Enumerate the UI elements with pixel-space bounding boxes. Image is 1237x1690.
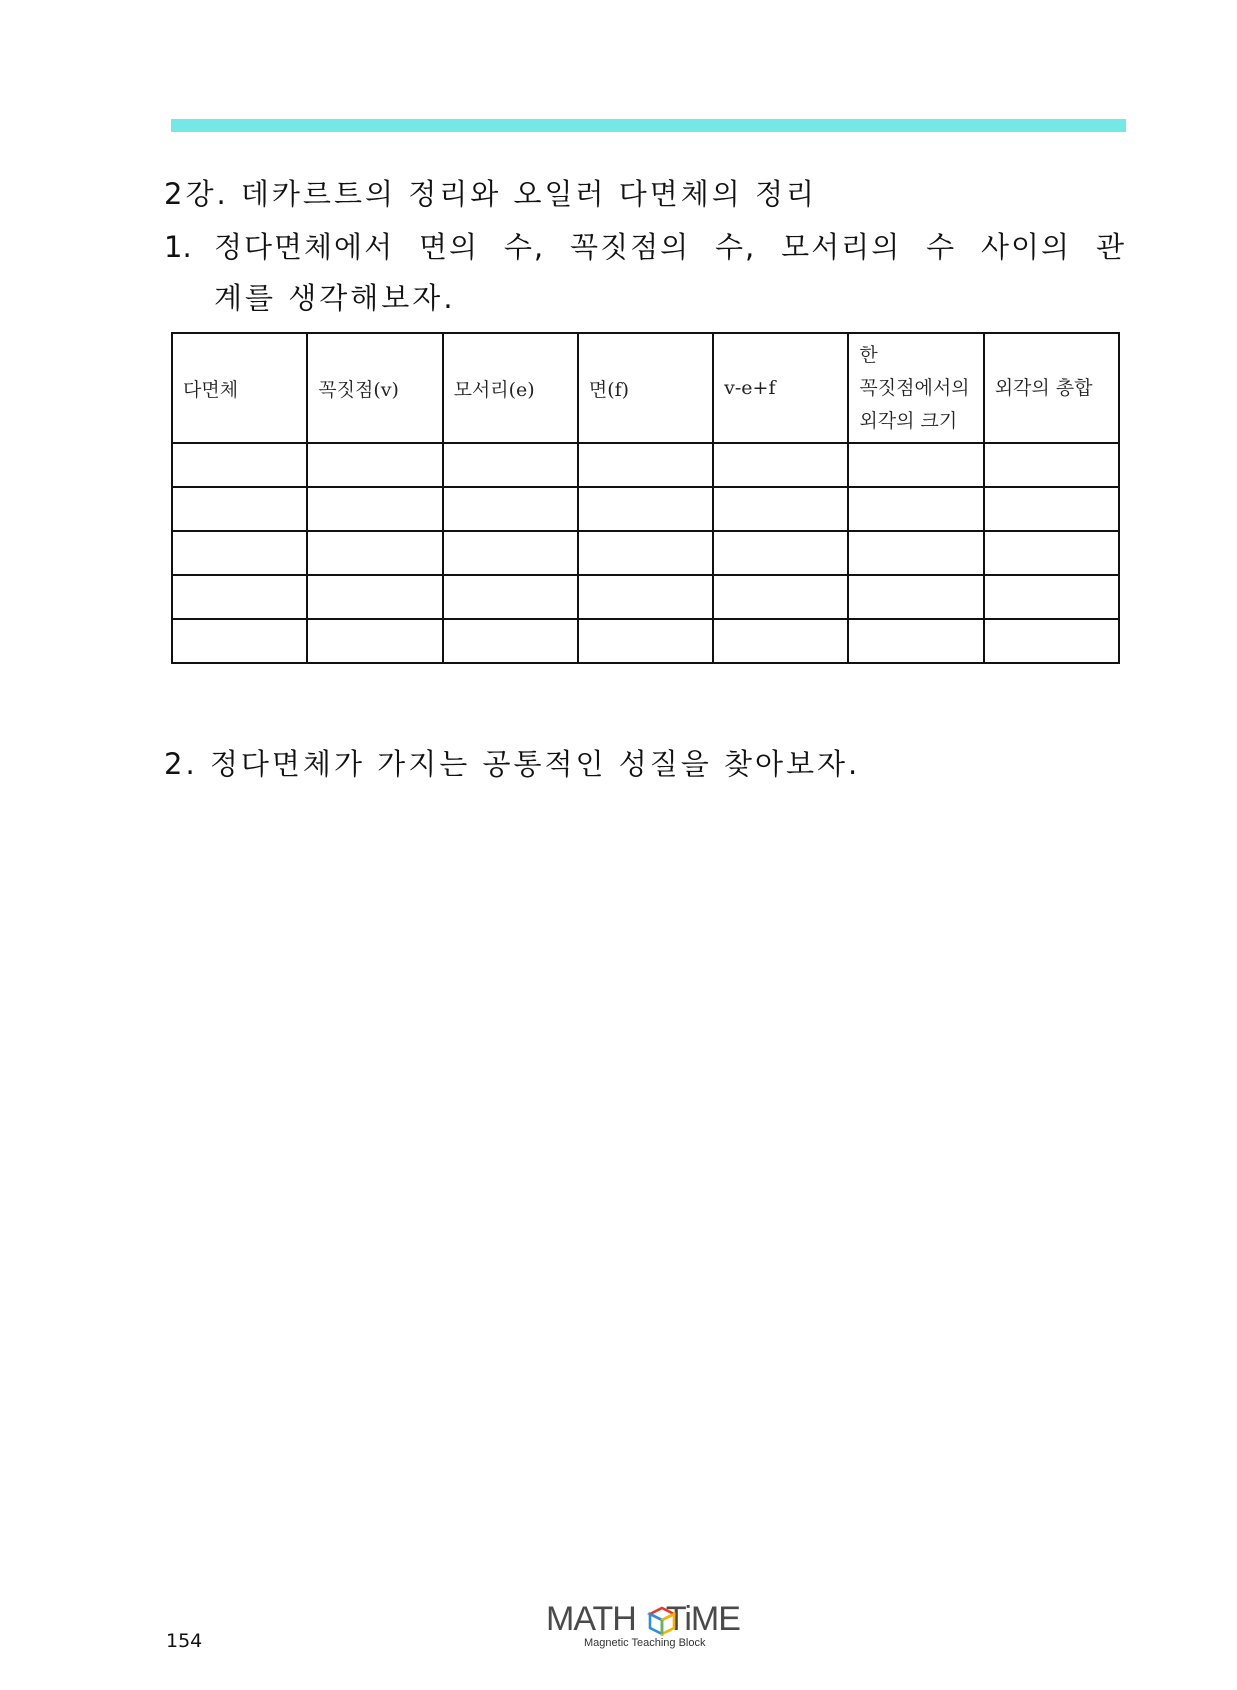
table-cell[interactable]: [172, 487, 307, 531]
header-accent-bar: [171, 119, 1126, 132]
question-2: [164, 742, 860, 783]
table-cell[interactable]: [713, 531, 848, 575]
math-time-logo: [546, 1600, 746, 1649]
table-row: [172, 619, 1119, 663]
table-cell[interactable]: [848, 487, 983, 531]
lesson-title: 2강. 데카르트의 정리와 오일러 다면체의 정리: [164, 177, 818, 211]
table-cell[interactable]: [848, 443, 983, 487]
polyhedra-table: [171, 332, 1120, 664]
table-cell[interactable]: [848, 575, 983, 619]
table-cell[interactable]: [443, 619, 578, 663]
table-cell[interactable]: [307, 575, 442, 619]
table-cell[interactable]: [578, 619, 713, 663]
logo-tagline: Magnetic Teaching Block: [584, 1637, 706, 1649]
table-cell[interactable]: [443, 575, 578, 619]
logo-left-text: MATH: [546, 1600, 636, 1638]
table-cell[interactable]: [172, 531, 307, 575]
header-polyhedron: 다면체: [172, 333, 307, 443]
header-exterior-angle-sum: [984, 333, 1119, 443]
header-edges: 모서리(e): [443, 333, 578, 443]
table-cell[interactable]: [578, 487, 713, 531]
table-cell[interactable]: [848, 531, 983, 575]
table-cell[interactable]: [713, 443, 848, 487]
table-cell[interactable]: [713, 487, 848, 531]
header-vertices: 꼭짓점(v): [307, 333, 442, 443]
question-1-line-1: 정다면체에서 면의 수, 꼭짓점의 수, 모서리의 수 사이의 관: [214, 230, 1126, 264]
header-exterior-angle-text: 한 꼭짓점에서의 외각의 크기: [859, 343, 970, 432]
table-row: [172, 575, 1119, 619]
table-cell[interactable]: [307, 531, 442, 575]
table-cell[interactable]: [578, 443, 713, 487]
table-cell[interactable]: [984, 575, 1119, 619]
page-number: 154: [166, 1630, 203, 1652]
question-1-line-2: 계를 생각해보자.: [214, 281, 456, 315]
question-1: [164, 222, 1126, 324]
table-cell[interactable]: [307, 487, 442, 531]
table-cell[interactable]: [172, 575, 307, 619]
table-cell[interactable]: [172, 619, 307, 663]
logo-right-text: TiME: [665, 1600, 740, 1638]
header-exterior-angle: [848, 333, 983, 443]
table-cell[interactable]: [578, 531, 713, 575]
table-row: [172, 487, 1119, 531]
table-cell[interactable]: [984, 443, 1119, 487]
question-2-number: 2.: [164, 747, 198, 781]
table-cell[interactable]: [307, 619, 442, 663]
table-cell[interactable]: [713, 575, 848, 619]
table-cell[interactable]: [172, 443, 307, 487]
table-cell[interactable]: [443, 531, 578, 575]
table-cell[interactable]: [307, 443, 442, 487]
table-cell[interactable]: [713, 619, 848, 663]
logo-wordmark: [546, 1600, 740, 1639]
table-cell[interactable]: [848, 619, 983, 663]
header-euler: v-e+f: [713, 333, 848, 443]
table-header-row: [172, 333, 1119, 443]
table-cell[interactable]: [578, 575, 713, 619]
header-exterior-angle-sum-text: 외각의 총합: [994, 376, 1093, 399]
cube-icon: [647, 1606, 677, 1636]
table-row: [172, 531, 1119, 575]
table-cell[interactable]: [984, 487, 1119, 531]
table-row: [172, 443, 1119, 487]
table-cell[interactable]: [443, 443, 578, 487]
header-faces: 면(f): [578, 333, 713, 443]
question-2-text: 정다면체가 가지는 공통적인 성질을 찾아보자.: [209, 747, 861, 781]
table-cell[interactable]: [443, 487, 578, 531]
table-cell[interactable]: [984, 531, 1119, 575]
table-cell[interactable]: [984, 619, 1119, 663]
question-1-number: 1.: [164, 230, 192, 264]
